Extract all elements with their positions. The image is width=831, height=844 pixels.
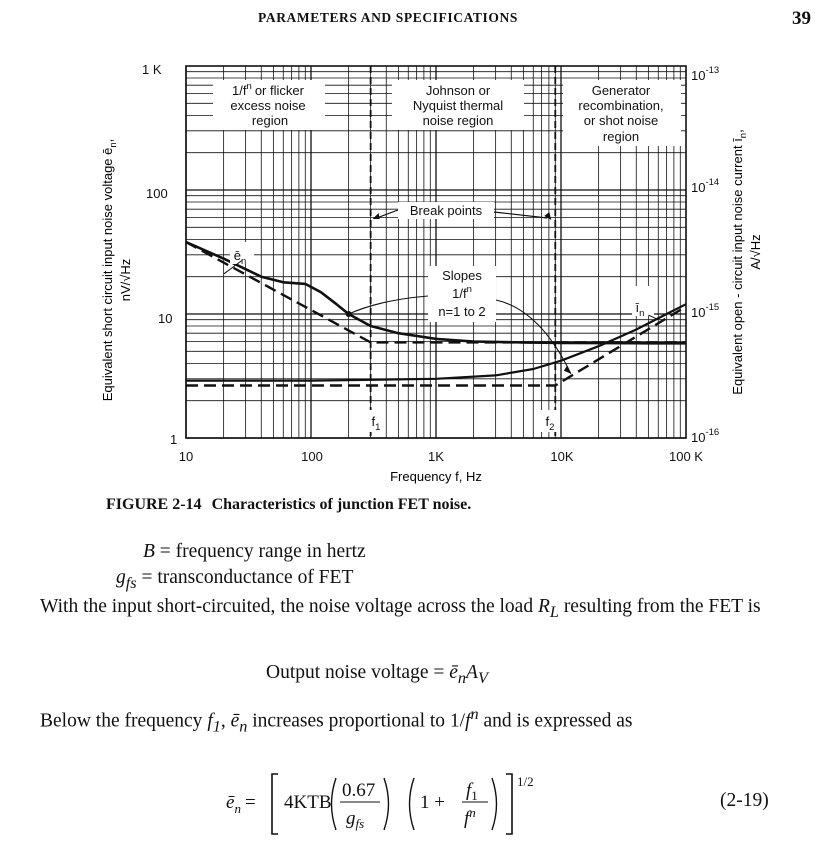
x-tick-100k: 100 K xyxy=(669,449,703,464)
right-tick-1e-14: $10^{-14}$ xyxy=(691,177,720,195)
svg-text:nV/√Hz: nV/√Hz xyxy=(118,258,133,302)
break-points-label: Break points xyxy=(409,203,483,218)
x-axis-label: Frequency f, Hz xyxy=(390,469,482,484)
right-axis-ticks xyxy=(691,65,719,445)
slopes-n: n=1 to 2 xyxy=(438,304,486,319)
definition-B: B = frequency range in hertz xyxy=(143,541,366,562)
x-tick-1k: 1K xyxy=(428,449,444,464)
region-johnson-line2: Nyquist thermal xyxy=(412,98,504,113)
figure-caption-text: Characteristics of junction FET noise. xyxy=(211,496,472,513)
left-tick-100: 100 xyxy=(146,186,168,201)
left-tick-1k: 1 K xyxy=(142,62,162,77)
region-shot-line2: recombination, xyxy=(578,98,664,113)
right-tick-1e-13: $10^{-13}$ xyxy=(691,65,720,83)
en-series-label: $ē_n$ xyxy=(233,248,247,267)
region-shot-line3: or shot noise xyxy=(583,113,659,128)
left-tick-10: 10 xyxy=(158,311,173,326)
svg-text:fn: $f^n$ xyxy=(464,805,476,829)
left-axis-label xyxy=(100,139,133,402)
break-arrowhead-left xyxy=(373,213,380,219)
right-axis-label xyxy=(730,129,763,394)
region-shot-line1: Generator xyxy=(591,83,651,98)
svg-text:ēn=: $ē_n$ = xyxy=(226,792,256,816)
paragraph-2: Below the frequency $f_1$, $ē_n$ increases proportional to $1/f^n$ and is expressed as xyxy=(40,705,633,736)
equation-2-19 xyxy=(226,768,786,838)
svg-text:1/2: 1/2 xyxy=(517,774,534,789)
region-shot-line4: region xyxy=(602,129,640,144)
fet-noise-chart xyxy=(0,40,831,495)
running-head xyxy=(0,8,831,30)
running-head-title: PARAMETERS AND SPECIFICATIONS xyxy=(258,10,518,25)
slope-point-left xyxy=(346,311,352,317)
slope-arrowhead-right xyxy=(564,366,571,374)
paragraph-1: With the input short-circuited, the noise voltage across the load $R_L$ resulting from the FET is xyxy=(40,596,761,621)
right-tick-1e-16: $10^{-16}$ xyxy=(691,427,720,445)
slopes-label: Slopes xyxy=(442,268,482,283)
svg-text:gfs: $g_{fs}$ xyxy=(346,808,365,831)
right-tick-1e-15: $10^{-15}$ xyxy=(691,302,720,320)
slopes-formula: $1/f^n$ xyxy=(452,284,472,301)
break-arrow-right xyxy=(494,212,547,218)
svg-text:4KTB: 4KTB xyxy=(284,792,332,813)
equation-number: (2-19) xyxy=(720,790,769,811)
x-tick-10k: 10K xyxy=(550,449,574,464)
region-johnson-line1: Johnson or xyxy=(425,83,491,98)
in-series-label: $ī_n$ xyxy=(635,300,645,319)
figure-caption xyxy=(106,496,471,514)
x-tick-10: 10 xyxy=(178,449,194,464)
output-noise-equation: Output noise voltage = $ē_nA_V$ xyxy=(266,662,488,687)
svg-text:A/√Hz: A/√Hz xyxy=(748,234,763,270)
figure-label: FIGURE 2-14 xyxy=(106,496,202,513)
f1-label: $f_1$ xyxy=(371,414,381,433)
svg-text:f1: $f_1$ xyxy=(466,780,478,803)
break-arrowhead-right xyxy=(544,212,551,220)
left-axis-ticks xyxy=(142,62,177,447)
break-arrow-left xyxy=(377,210,398,218)
region-flicker-line3: region xyxy=(251,113,289,128)
region-johnson-line3: noise region xyxy=(422,113,494,128)
f2-label: $f_2$ xyxy=(545,414,555,433)
x-tick-100: 100 xyxy=(301,449,323,464)
svg-text:0.67: 0.67 xyxy=(342,780,376,801)
svg-text:Equivalent short circuit input: Equivalent short circuit input noise voltage $ē_n$, xyxy=(100,138,119,402)
left-tick-1: 1 xyxy=(170,432,178,447)
definition-gfs: $g_{fs}$ = transconductance of FET xyxy=(116,567,354,592)
x-axis-ticks xyxy=(179,449,704,464)
slope-arrow-left xyxy=(349,296,428,314)
svg-text:Equivalent open - circuit inpu: Equivalent open - circuit input noise current $ī_n$, xyxy=(730,129,749,395)
svg-text:1 +: 1 + xyxy=(420,792,445,813)
region-flicker-line2: excess noise xyxy=(230,98,306,113)
page-number: 39 xyxy=(792,8,811,29)
region-flicker: $1/f^n$ or flicker xyxy=(232,81,304,98)
